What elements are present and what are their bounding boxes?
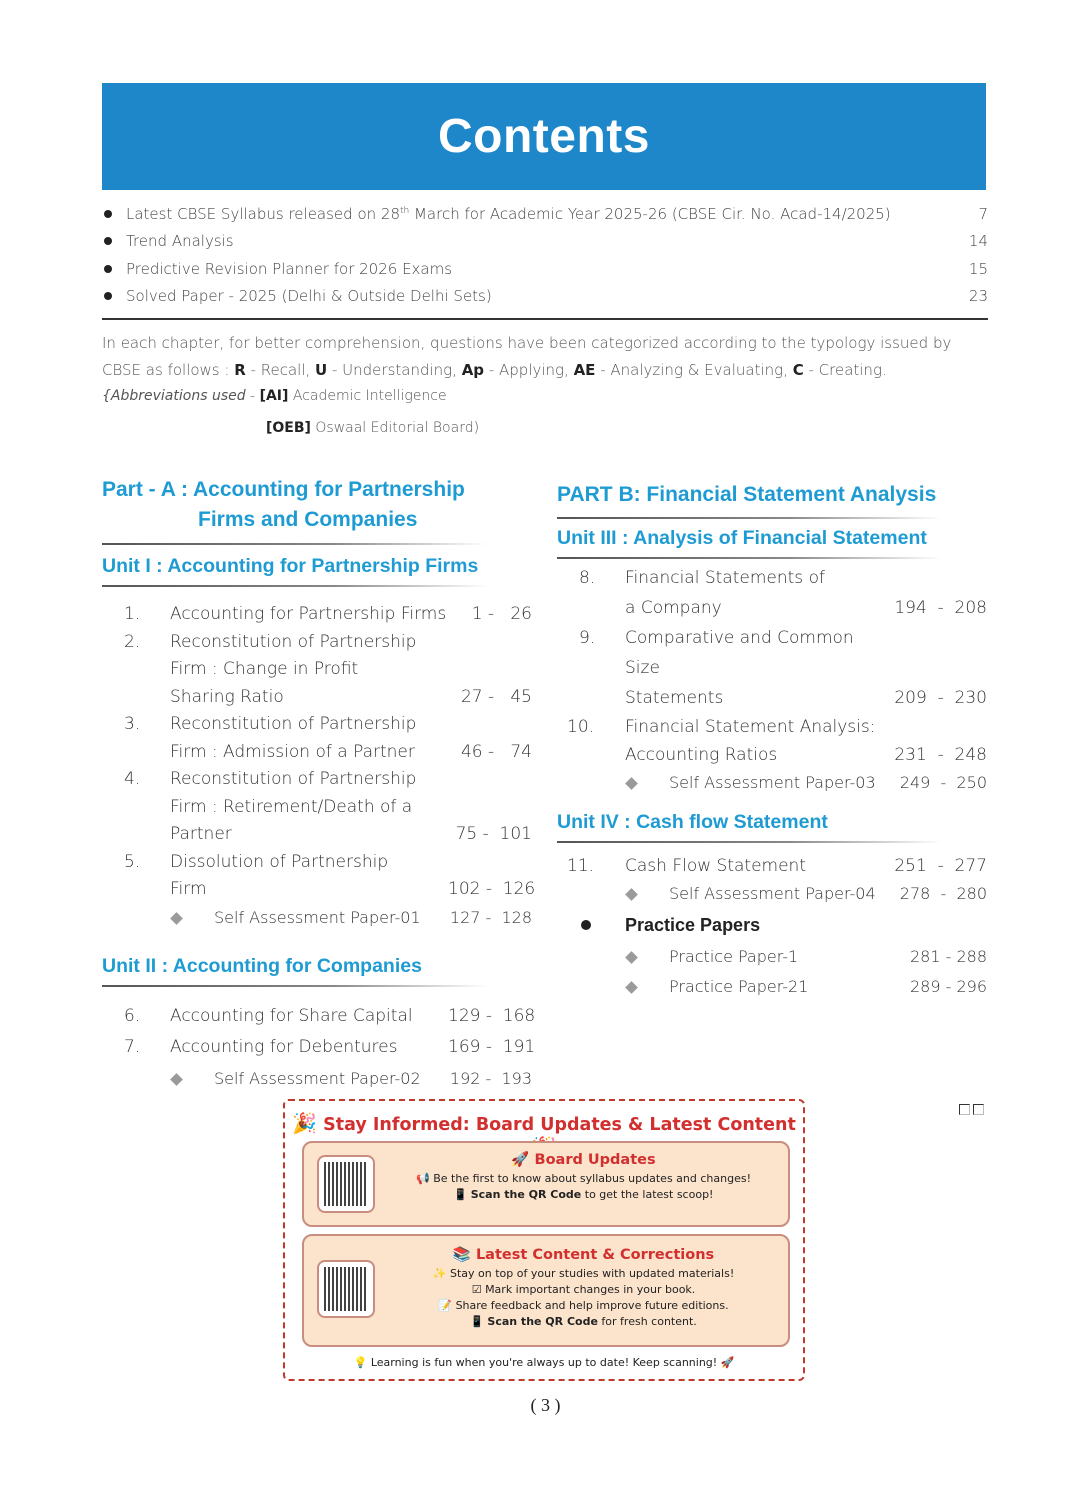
unit-i-title: Unit I : Accounting for Partnership Firms [102,555,479,577]
infobox-footer: 💡 Learning is fun when you're always up to date! Keep scanning! 🚀 [353,1356,735,1369]
diamond-bullet-icon [625,888,638,901]
qr-code-icon [324,1267,368,1311]
abbreviation-line-1: {Abbreviations used - [AI] Academic Intelligence [102,388,447,404]
code-c: C [792,361,804,379]
qr-code-icon [324,1162,368,1206]
toc-row-sub[interactable]: Self Assessment Paper-04 278 - 280 [557,880,987,908]
toc-row[interactable]: 10. Financial Statement Analysis: Accounting Ratios 231 - 248 [567,717,987,765]
prelim-item[interactable] [102,200,988,228]
prelim-item[interactable] [102,255,988,283]
diamond-bullet-icon [625,981,638,994]
divider [557,841,942,843]
divider [102,543,487,545]
party-popper-icon: 🎉 [292,1111,318,1135]
bullet-icon [104,237,112,245]
checkbox-icon: ☑ [471,1283,482,1296]
toc-row[interactable]: 9. Comparative and Common Size Statements 209 - 230 [579,628,987,708]
diamond-bullet-icon [170,1073,183,1086]
prelim-label: Latest CBSE Syllabus released on 28 [126,204,400,223]
toc-row[interactable]: 4. Reconstitution of Partnership Firm : Retirement/Death of a Partner 75 - 101 [124,769,532,844]
card-title: Board Updates [534,1152,656,1168]
books-icon: 📚 [452,1247,471,1263]
toc-row[interactable]: 3. Reconstitution of Partnership Firm : Admission of a Partner 46 - 74 [124,714,532,762]
lightbulb-icon: 💡 [353,1356,368,1369]
unit-iii-title: Unit III : Analysis of Financial Statement [557,527,927,549]
typology-line-1: In each chapter, for better comprehension, questions have been categorized according to the typology issued by [102,334,952,352]
card-title: Latest Content & Corrections [475,1247,715,1263]
divider [102,318,988,320]
toc-row[interactable]: 6. Accounting for Share Capital 129 - 168 [124,1006,536,1026]
bullet-icon [581,920,591,930]
unit-iv-title: Unit IV : Cash flow Statement [557,810,828,833]
prelim-page: 15 [968,259,988,278]
toc-row[interactable]: 11. Cash Flow Statement 251 - 277 [567,855,987,876]
bullet-icon [104,265,112,273]
toc-row[interactable]: 2. Reconstitution of Partnership Firm : Change in Profit Sharing Ratio 27 - 45 [124,631,532,707]
part-a-column [102,475,536,1094]
prelim-page: 7 [978,204,988,223]
part-a-title: Part - A : Accounting for Partnership Firms and Companies [102,478,465,531]
rocket-icon: 🚀 [511,1152,530,1168]
prelim-page: 23 [968,287,988,306]
divider [557,557,942,559]
typology-line-2: CBSE as follows : R - Recall, U - Understanding, Ap - Applying, AE - Analyzing & Evaluating, C - Creating. [102,361,887,379]
toc-row[interactable]: 1. Accounting for Partnership Firms 1 - 26 [124,604,532,624]
prelim-page: 14 [968,232,988,251]
divider [102,585,487,587]
contents-banner [102,83,986,190]
typology-note [102,330,992,448]
part-b-title: PART B: Financial Statement Analysis [557,483,937,506]
qr-code[interactable] [317,1260,375,1318]
superscript: th [399,205,410,216]
divider [557,517,942,519]
page-number: ( 3 ) [530,1395,561,1415]
infobox-title: 🎉 Stay Informed: Board Updates & Latest Content [285,1111,803,1159]
prelim-label: Predictive Revision Planner for 2026 Exams [126,259,453,278]
phone-icon: 📱 [470,1315,484,1328]
unit-ii-title: Unit II : Accounting for Companies [102,955,422,977]
code-ae: AE [573,361,596,379]
code-u: U [315,361,328,379]
toc-row[interactable]: 7. Accounting for Debentures 169 - 191 [124,1037,536,1057]
sparkles-icon: ✨ [432,1267,447,1280]
phone-icon: 📱 [453,1188,468,1201]
prelim-list [102,200,988,310]
latest-content-card: 📚 Latest Content & Corrections ✨ Stay on top of your studies with updated materials! ☑ Mark important changes in your book. 📝 Share feedback and help improve future editions. 📱 Scan the QR Code for fresh content. [302,1234,790,1347]
memo-icon: 📝 [438,1299,453,1312]
toc-row-sub[interactable]: Self Assessment Paper-02 192 - 193 [102,1063,532,1094]
toc-row[interactable]: 8. Financial Statements of a Company 194 - 208 [579,568,987,618]
rocket-icon: 🚀 [720,1356,735,1369]
toc-row-sub[interactable]: Self Assessment Paper-03 249 - 250 [557,769,987,797]
diamond-bullet-icon [625,777,638,790]
part-b-column [557,480,987,1002]
prelim-item[interactable] [102,283,988,311]
code-ap: Ap [461,361,485,379]
abbreviation-line-2: [OEB] Oswaal Editorial Board) [266,420,480,436]
board-updates-card: 🚀 Board Updates 📢 Be the first to know about syllabus updates and changes! 📱 Scan the QR Code to get the latest scoop! [302,1141,790,1227]
toc-row-sub[interactable]: Self Assessment Paper-01 127 - 128 [102,904,532,932]
divider [102,985,487,987]
bullet-icon [104,292,112,300]
diamond-bullet-icon [170,912,183,925]
toc-row-sub[interactable]: Practice Paper-1 281 - 288 [557,942,987,972]
toc-row-section[interactable]: Practice Papers [557,908,987,942]
prelim-item[interactable] [102,228,988,256]
diamond-bullet-icon [625,951,638,964]
stay-informed-box [283,1099,805,1381]
code-r: R [234,361,246,379]
toc-row-sub[interactable]: Practice Paper-21 289 - 296 [557,972,987,1002]
prelim-label: Solved Paper - 2025 (Delhi & Outside Delhi Sets) [126,287,492,306]
prelim-label-rest: March for Academic Year 2025-26 (CBSE Cir. No. Acad-14/2025) [409,204,891,223]
prelim-label: Trend Analysis [126,232,234,251]
bullet-icon [104,210,112,218]
qr-code[interactable] [317,1155,375,1213]
toc-row[interactable]: 5. Dissolution of Partnership Firm 102 - 126 [124,851,536,899]
megaphone-icon: 📢 [416,1172,430,1185]
page-title: Contents [438,110,650,163]
page-spread-icon [959,1104,984,1115]
